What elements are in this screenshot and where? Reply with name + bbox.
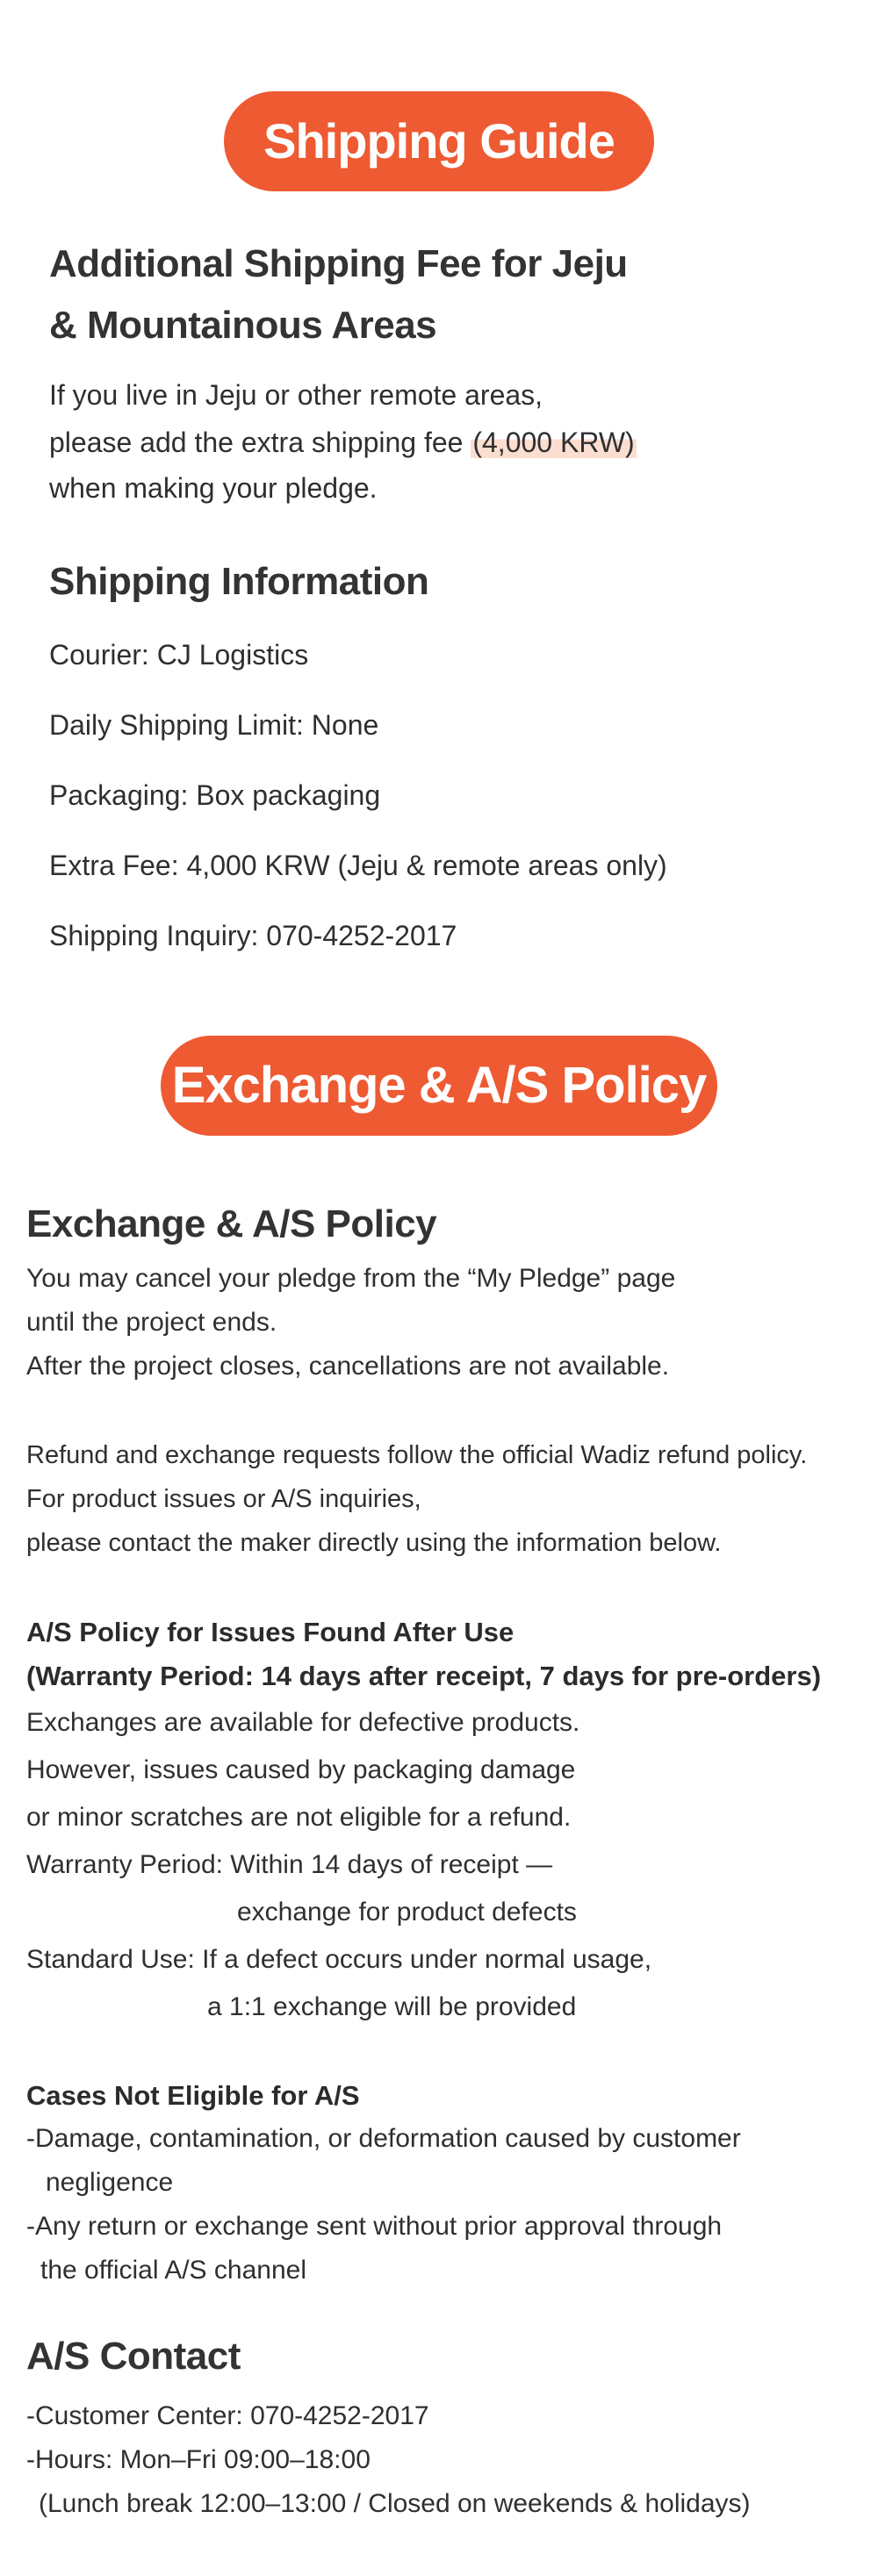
shipping-info-inquiry: Shipping Inquiry: 070-4252-2017	[49, 920, 457, 951]
policy-para2-line1: Refund and exchange requests follow the official Wadiz refund policy.	[26, 1441, 808, 1469]
policy-para2-line3: please contact the maker directly using the information below.	[26, 1529, 722, 1557]
shipping-info-heading: Shipping Information	[49, 560, 429, 603]
shipping-guide-badge: Shipping Guide	[224, 91, 654, 191]
not-eligible-line2: negligence	[46, 2168, 174, 2197]
not-eligible-line3: -Any return or exchange sent without prior approval through	[26, 2212, 723, 2241]
extra-fee-text-line1: If you live in Jeju or other remote areas,	[49, 379, 543, 411]
as-policy-standard-line1: Standard Use: If a defect occurs under normal usage,	[26, 1945, 652, 1974]
not-eligible-title: Cases Not Eligible for A/S	[26, 2080, 360, 2111]
shipping-info-daily-limit: Daily Shipping Limit: None	[49, 709, 379, 741]
as-contact-hours: -Hours: Mon–Fri 09:00–18:00	[26, 2445, 371, 2474]
extra-fee-heading-line1: Additional Shipping Fee for Jeju	[49, 242, 628, 285]
extra-fee-heading-line2: & Mountainous Areas	[49, 304, 437, 347]
as-policy-line3: or minor scratches are not eligible for a refund.	[26, 1803, 572, 1832]
as-contact-lunch-break: (Lunch break 12:00–13:00 / Closed on weekends & holidays)	[39, 2489, 751, 2518]
as-policy-line1: Exchanges are available for defective products.	[26, 1708, 580, 1737]
shipping-info-extra-fee: Extra Fee: 4,000 KRW (Jeju & remote areas only)	[49, 850, 667, 881]
policy-para2-line2: For product issues or A/S inquiries,	[26, 1485, 421, 1513]
not-eligible-line4: the official A/S channel	[40, 2256, 306, 2285]
as-policy-title-line2: (Warranty Period: 14 days after receipt, 7 days for pre-orders)	[26, 1661, 822, 1691]
extra-fee-text-line2-pre: please add the extra shipping fee	[49, 427, 471, 458]
policy-para1-line1: You may cancel your pledge from the “My Pledge” page	[26, 1264, 676, 1293]
shipping-info-packaging: Packaging: Box packaging	[49, 779, 381, 811]
as-contact-customer-center: -Customer Center: 070-4252-2017	[26, 2401, 429, 2430]
as-policy-warranty-line2: exchange for product defects	[237, 1898, 577, 1927]
not-eligible-line1: -Damage, contamination, or deformation caused by customer	[26, 2124, 741, 2153]
extra-fee-amount-highlight: (4,000 KRW)	[472, 427, 635, 458]
exchange-policy-heading: Exchange & A/S Policy	[26, 1202, 437, 1245]
extra-fee-text-line3: when making your pledge.	[49, 472, 378, 504]
as-policy-line2: However, issues caused by packaging damage	[26, 1755, 576, 1784]
shipping-info-courier: Courier: CJ Logistics	[49, 639, 309, 671]
policy-para1-line2: until the project ends.	[26, 1308, 277, 1337]
policy-para1-line3: After the project closes, cancellations are not available.	[26, 1352, 670, 1381]
as-policy-standard-line2: a 1:1 exchange will be provided	[207, 1992, 577, 2021]
as-policy-title-line1: A/S Policy for Issues Found After Use	[26, 1617, 515, 1647]
exchange-policy-badge: Exchange & A/S Policy	[161, 1036, 717, 1136]
extra-fee-text-line2	[49, 427, 637, 459]
as-contact-heading: A/S Contact	[26, 2335, 241, 2378]
as-policy-warranty-line1: Warranty Period: Within 14 days of receipt —	[26, 1850, 553, 1879]
